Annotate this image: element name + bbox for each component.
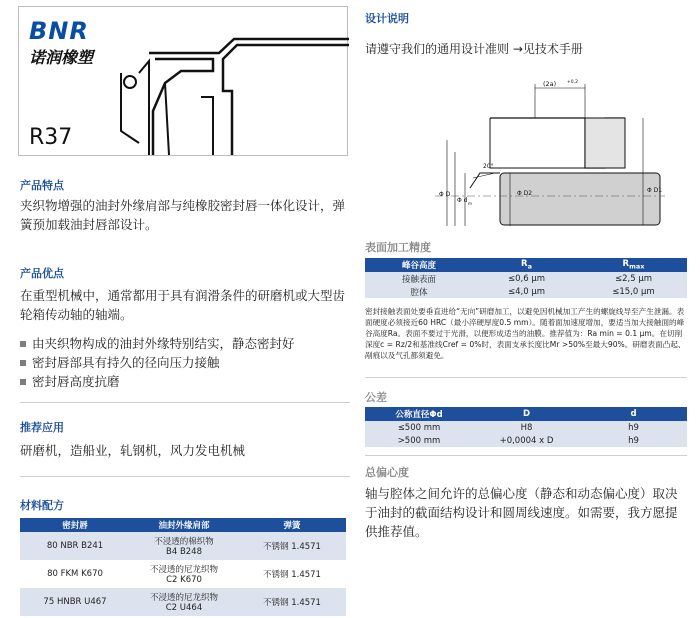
- table-header-row: [365, 407, 687, 421]
- surface-title: 表面加工精度: [365, 241, 431, 254]
- installation-drawing: [425, 78, 665, 228]
- brand-name: 诺润橡塑: [29, 48, 94, 67]
- model-number: R37: [29, 125, 73, 150]
- table-cell: >500 mm: [365, 434, 473, 447]
- brand-logo: BNR: [29, 17, 89, 45]
- advantages-text: 在重型机械中，通常都用于具有润滑条件的研磨机或大型齿轮箱传动轴的轴端。: [20, 288, 346, 322]
- features-title: 产品特点: [20, 179, 64, 192]
- table-header-row: [365, 258, 687, 272]
- dim-label-d: Φ D: [439, 191, 451, 198]
- col-header: 密封唇: [20, 518, 130, 532]
- table-cell: h9: [580, 434, 687, 447]
- table-cell: H8: [473, 421, 580, 434]
- features-text: 夹织物增强的油封外缘肩部与纯橡胶密封唇一体化设计，弹簧预加载油封唇部设计。: [20, 198, 346, 232]
- applications-text: 研磨机，造船业，轧钢机，风力发电机械: [20, 443, 246, 458]
- applications-title: 推荐应用: [20, 421, 64, 434]
- materials-table: [20, 518, 346, 616]
- col-header: $R_a$: [473, 258, 580, 272]
- table-cell: 接触表面: [365, 272, 473, 285]
- table-cell: +0,0004 x D: [473, 434, 580, 447]
- col-header: 峰谷高度: [365, 258, 473, 272]
- table-cell: 不锈钢 1.4571: [238, 588, 346, 616]
- table-row: [365, 272, 687, 285]
- list-item: 密封唇部具有持久的径向压力接触: [20, 353, 350, 372]
- list-item: 由夹织物构成的油封外缘特别结实，静态密封好: [20, 334, 350, 353]
- table-cell: h9: [580, 421, 687, 434]
- divider: [20, 476, 350, 477]
- table-cell: 80 NBR B241: [20, 532, 130, 560]
- col-header: 公称直径Φd: [365, 407, 473, 421]
- table-cell: ≤500 mm: [365, 421, 473, 434]
- table-row: [365, 434, 687, 447]
- divider: [20, 402, 350, 403]
- surface-table: [365, 258, 687, 298]
- dim-label-dm: Φ d: [457, 197, 468, 204]
- product-header-box: [18, 6, 348, 156]
- dim-label-dm-sub: m: [468, 201, 472, 206]
- list-item: 密封唇高度抗磨: [20, 372, 350, 391]
- table-cell: ≤4,0 μm: [473, 285, 580, 298]
- eccentricity-title: 总偏心度: [365, 466, 409, 479]
- table-cell: ≤2,5 μm: [580, 272, 687, 285]
- table-cell: 不浸透的尼龙织物 C2 U464: [130, 588, 238, 616]
- dim-label-d1: Φ D1: [647, 187, 663, 194]
- surface-note: 密封接触表面处要垂直进给“无向”研磨加工，以避免因机械加工产生的螺旋线导至产生泄漏。表面硬度必须接近60 HRC（最小淬硬厚度0.5 mm）。随着面加速度增加，要适当加大接触面的峰谷高度Ra。表面不要过于光滑，以便形成适当的油膜。推荐值为：Ra min = 0.1 μm。在切削深度c = Rz/2和基准线Cref = 0%时，表面支承长度比Mr >50%至最大90%。研磨表面凸起、剐痕以及气孔都须避免。: [365, 307, 686, 360]
- col-header: D: [473, 407, 580, 421]
- dim-label-d2: Φ D2: [517, 190, 533, 197]
- eccentricity-text: 轴与腔体之间允许的总偏心度（静态和动态偏心度）取决于油封的截面结构设计和圆周线速度。如需要，我方愿提供推荐值。: [365, 486, 678, 539]
- design-title: 设计说明: [365, 12, 409, 25]
- divider: [365, 377, 687, 378]
- advantages-title: 产品优点: [20, 267, 64, 280]
- col-header: 油封外缘肩部: [130, 518, 238, 532]
- table-cell: 75 HNBR U467: [20, 588, 130, 616]
- table-row: [20, 560, 346, 588]
- tolerance-title: 公差: [365, 391, 387, 404]
- table-cell: 不浸透的棉织物 B4 B248: [130, 532, 238, 560]
- advantages-list: [20, 334, 350, 391]
- table-row: [20, 532, 346, 560]
- col-header: d: [580, 407, 687, 421]
- design-text: 请遵守我们的通用设计准则 →见技术手册: [365, 42, 583, 56]
- table-cell: 不浸透的尼龙织物 C2 K670: [130, 560, 238, 588]
- dim-label-angle: 20°: [483, 163, 494, 170]
- table-cell: 80 FKM K670: [20, 560, 130, 588]
- dim-label-tol: +0.2: [567, 80, 578, 85]
- tolerance-table: [365, 407, 687, 447]
- col-header: $R_{max}$: [580, 258, 687, 272]
- table-row: [365, 285, 687, 298]
- seal-profile-graphic: [109, 11, 349, 155]
- table-row: [365, 421, 687, 434]
- table-cell: 不锈钢 1.4571: [238, 560, 346, 588]
- table-cell: 腔体: [365, 285, 473, 298]
- materials-title: 材料配方: [20, 499, 64, 512]
- table-cell: ≤0,6 μm: [473, 272, 580, 285]
- col-header: 弹簧: [238, 518, 346, 532]
- table-cell: 不锈钢 1.4571: [238, 532, 346, 560]
- divider: [365, 455, 687, 456]
- table-row: [20, 588, 346, 616]
- table-header-row: [20, 518, 346, 532]
- table-cell: ≤15,0 μm: [580, 285, 687, 298]
- dim-label-top: (2a): [543, 80, 557, 88]
